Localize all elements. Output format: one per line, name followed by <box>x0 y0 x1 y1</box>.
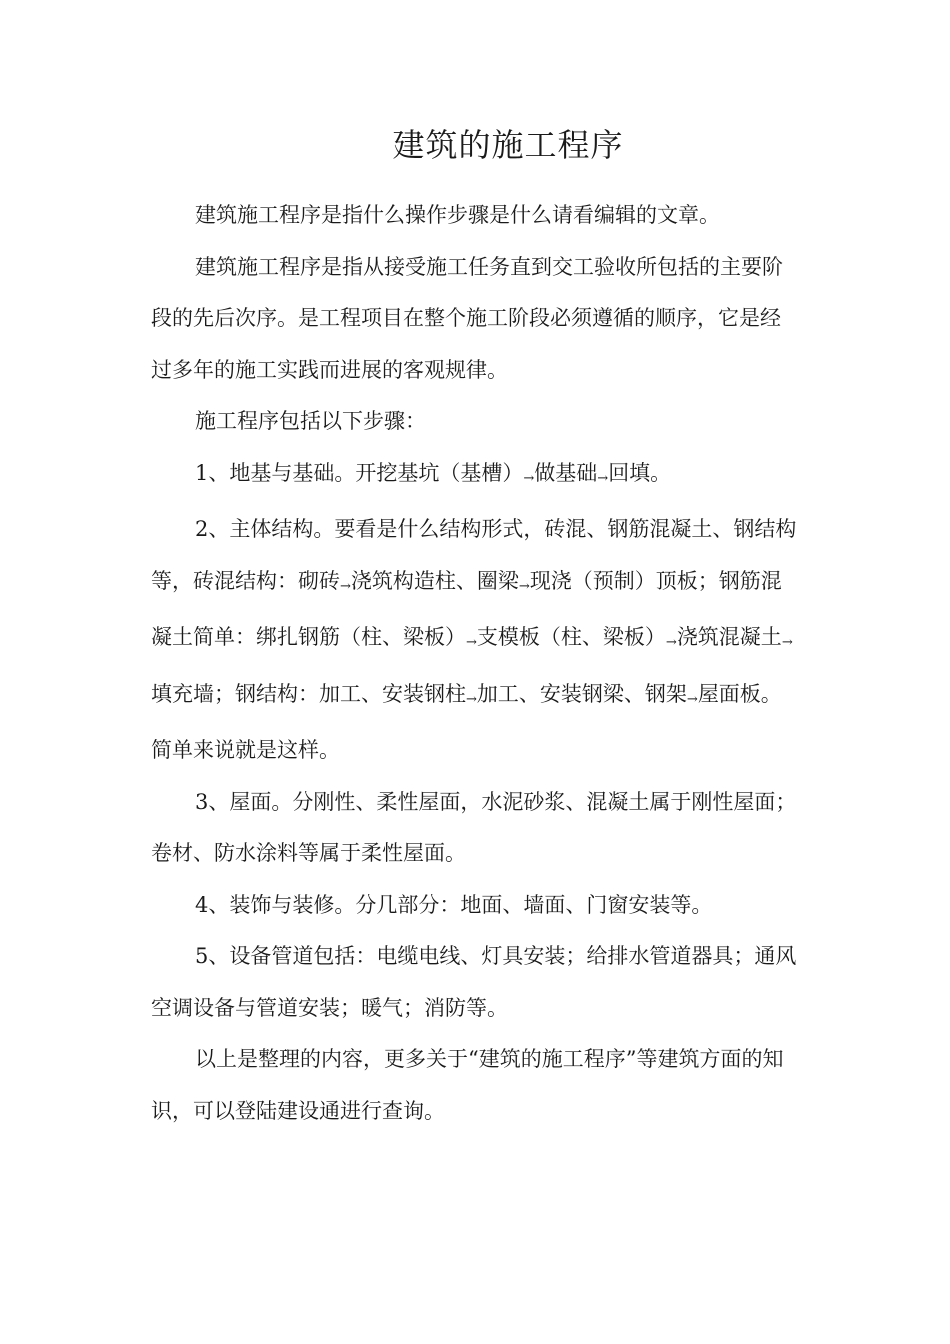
arrow-glyph: → <box>466 691 477 707</box>
arrow-glyph: → <box>340 578 351 594</box>
arrow-glyph: → <box>686 691 698 707</box>
document-title: 建筑的施工程序 <box>392 126 624 164</box>
arrow-glyph: → <box>523 470 535 486</box>
paragraph-closing: 以上是整理的内容，更多关于“建筑的施工程序”等建筑方面的知识，可以登陆建设通进行查询。 <box>151 1047 784 1123</box>
paragraph-intro: 建筑施工程序是指什么操作步骤是什么请看编辑的文章。 <box>195 203 720 227</box>
arrow-glyph: → <box>518 578 530 594</box>
arrow-glyph: → <box>665 635 677 650</box>
document-body <box>151 190 801 1137</box>
paragraph-step-4: 4、装饰与装修。分几部分：地面、墙面、门窗安装等。 <box>195 892 713 917</box>
paragraph-step-3: 3、屋面。分刚性、柔性屋面，水泥砂浆、混凝土属于刚性屋面；卷材、防水涂料等属于柔性屋面。 <box>151 789 797 865</box>
paragraph-step-2: 2、主体结构。要看是什么结构形式，砖混、钢筋混凝土、钢结构等，砖混结构：砌砖→浇筑构造柱、圈梁→现浇（预制）顶板；钢筋混凝土简单：绑扎钢筋（柱、梁板）→支模板（柱、梁板）→浇筑混凝土→填充墙；钢结构：加工、安装钢柱→加工、安装钢梁、钢架→屋面板。简单来说就是这样。 <box>151 517 797 762</box>
paragraph-step-1: 1、地基与基础。开挖基坑（基槽）→做基础→回填。 <box>195 460 672 486</box>
paragraph-step-5: 5、设备管道包括：电缆电线、灯具安装；给排水管道器具；通风空调设备与管道安装；暖气；消防等。 <box>151 944 797 1020</box>
arrow-glyph: → <box>781 635 793 650</box>
paragraph-steps-heading: 施工程序包括以下步骤： <box>195 409 426 433</box>
arrow-glyph: → <box>466 635 477 650</box>
paragraph-definition: 建筑施工程序是指从接受施工任务直到交工验收所包括的主要阶段的先后次序。是工程项目在整个施工阶段必须遵循的顺序，它是经过多年的施工实践而进展的客观规律。 <box>151 254 783 382</box>
arrow-glyph: → <box>597 470 609 486</box>
